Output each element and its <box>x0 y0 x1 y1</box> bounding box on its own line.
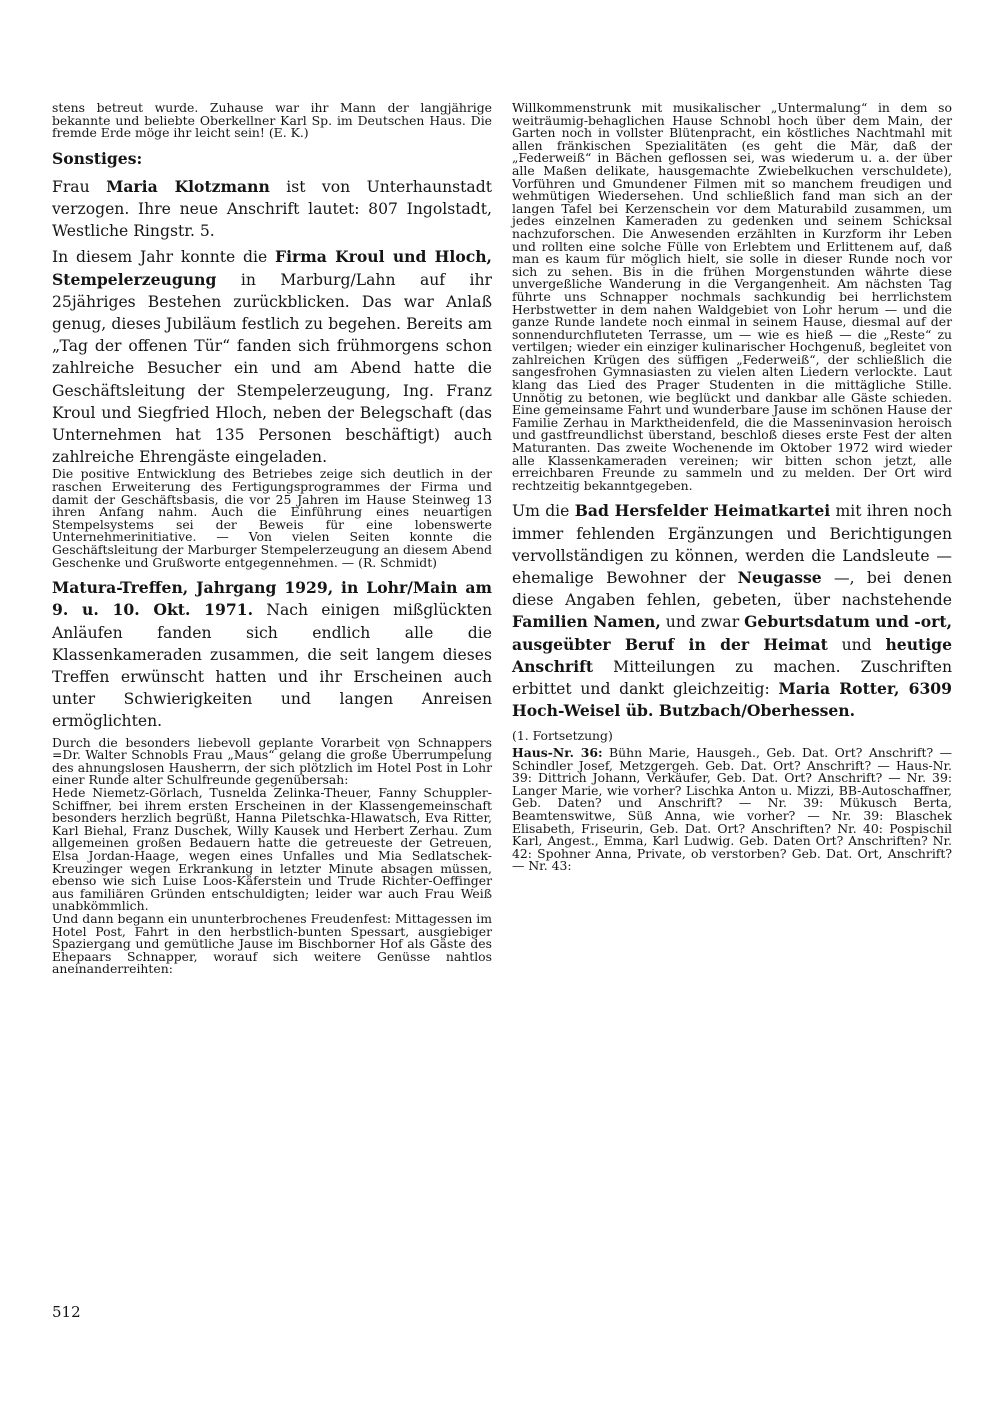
matura-treffen-title: Matura-Treffen, Jahrgang 1929, in Lohr/Main am 9. u. 10. Okt. 1971. <box>52 578 492 620</box>
section-heading-sonstiges: Sonstiges: <box>52 148 143 168</box>
heimatkartei-notice: Um die Bad Hersfelder Heimatkartei mit ihren noch immer fehlenden Ergänzungen und Berichtigungen vervollständigen zu können, werden die Landsleute — ehemalige Bewohner der Neugasse —, bei denen diese Angaben fehlen, gebeten, über nachstehende Familien Namen, und zwar Geburtsdatum und -ort, ausgeübter Beruf in der Heimat und heutige Anschrift Mitteilungen zu machen. Zuschriften erbittet und dankt gleichzeitig: Maria Rotter, 6309 Hoch-Weisel üb. Butzbach/Oberhessen. <box>512 501 952 721</box>
right-column <box>512 102 952 873</box>
matura-treffen-article: Matura-Treffen, Jahrgang 1929, in Lohr/Main am 9. u. 10. Okt. 1971. Nach einigen mißglückten Anläufen fanden sich endlich alle die Klassenkameraden zusammen, die seit langem dieses Treffen erwünscht hatten und ihr Erscheinen auch unter Schwierigkeiten und langen Anreisen ermöglichten. <box>52 578 492 731</box>
kroul-hloch-detail: Die positive Entwicklung des Betriebes zeige sich deutlich in der raschen Erweiterung des Fertigungsprogrammes der Firma und damit der Geschäftsbasis, die vor 25 Jahren im Hause Steinweg 13 ihren Anfang nahm. Auch die Einführung eines neuartigen Stempelsystems sei der Beweis für eine lobenswerte Unternehmerinitiative. — Von vielen Seiten konnte die Geschäftsleitung der Marburger Stempelerzeugung an diesem Abend Geschenke und Grußworte entgegennehmen. — (R. Schmidt) <box>52 466 492 570</box>
matura-detail-3: Und dann begann ein ununterbrochenes Freudenfest: Mittagessen im Hotel Post, Fahrt in den herbstlich-bunten Spessart, ausgiebiger Spaziergang und gemütliche Jause im Bischborner Hof als Gäste des Ehepaars Schnapper, worauf sich weitere Genüsse nahtlos aneinanderreihten: <box>52 910 492 977</box>
klotzmann-notice: Frau Maria Klotzmann ist von Unterhaunstadt verzogen. Ihre neue Anschrift lautet: 807 Ingolstadt, Westliche Ringstr. 5. <box>52 176 492 241</box>
haus-nr-list: Haus-Nr. 36: Bühn Marie, Hausgeh., Geb. Dat. Ort? Anschrift? — Schindler Josef, Metzgergeh. Geb. Dat. Ort? Anschrift? — Haus-Nr. 39: Dittrich Johann, Verkäufer, Geb. Dat. Ort? Anschrift? — Nr. 39: Langer Marie, wie vorher? Lischka Anton u. Mizzi, BB-Autoschaffner, Geb. Daten? und Anschrift? — Nr. 39: Mükusch Berta, Beamtenswitwe, Süß Anna, wie vorher? — Nr. 39: Blaschek Elisabeth, Friseurin, Geb. Dat. Ort? Anschriften? Nr. 40: Pospischil Karl, Angest., Emma, Karl Ludwig. Geb. Daten Ort? Anschriften? Nr. 42: Spohner Anna, Private, ob verstorben? Geb. Dat. Ort, Anschrift? — Nr. 43: <box>512 745 952 874</box>
name-maria-klotzmann: Maria Klotzmann <box>106 176 270 196</box>
contact-address: Maria Rotter, 6309 Hoch-Weisel üb. Butzbach/Oberhessen. <box>512 679 952 721</box>
obituary-ending: stens betreut wurde. Zuhause war ihr Mann der langjährige bekannte und beliebte Oberkellner Karl Sp. im Deutschen Haus. Die fremde Erde möge ihr leicht sein! (E. K.) <box>52 100 492 141</box>
matura-detail-2: Hede Niemetz-Görlach, Tusnelda Zelinka-Theuer, Fanny Schuppler-Schiffner, bei ihrem ersten Erscheinen in der Klassengemeinschaft besonders herzlich begrüßt, Hanna Piletschka-Hlawatsch, Eva Ritter, Karl Biehal, Franz Duschek, Willy Kausek und Herbert Zerhau. Zum allgemeinen großen Bedauern hatte die getreueste der Getreuen, Elsa Jordan-Haage, wegen eines Unfalles und Mia Sedlatschek-Kreuzinger wegen Erkrankung in letzter Minute absagen müssen, ebenso wie sich Luise Loos-Käferstein und Trude Richter-Oeffinger aus familiären Gründen entschuldigten; leider war auch Frau Weiß unabkömmlich. <box>52 784 492 914</box>
fortsetzung-label: (1. Fortsetzung) <box>512 728 613 744</box>
page-number: 512 <box>52 1303 81 1321</box>
matura-detail-1: Durch die besonders liebevoll geplante Vorarbeit von Schnappers =Dr. Walter Schnobls Frau „Maus“ gelang die große Überrumpelung des ahnungslosen Hausherrn, der sich plötzlich im Hotel Post in Lohr einer Runde alter Schulfreunde gegenübersah: <box>52 734 492 788</box>
kroul-hloch-article: In diesem Jahr konnte die Firma Kroul und Hloch, Stempelerzeugung in Marburg/Lahn auf ihr 25jähriges Bestehen zurückblicken. Das war Anlaß genug, dieses Jubiläum festlich zu begehen. Bereits am „Tag der offenen Tür“ fanden sich frühmorgens schon zahlreiche Besucher ein und am Abend hatte die Geschäftsleitung der Stempelerzeugung, Ing. Franz Kroul und Siegfried Hloch, neben der Belegschaft (das Unternehmen hat 135 Personen beschäftigt) auch zahlreiche Ehrengäste eingeladen. <box>52 247 492 467</box>
left-column <box>52 102 492 976</box>
firm-name: Firma Kroul und Hloch, Stempelerzeugung <box>52 247 492 289</box>
matura-continuation: Willkommenstrunk mit musikalischer „Untermalung“ in dem so weiträumig-behaglichen Hause Schnobl hoch über dem Main, der Garten noch in vollster Blütenpracht, ein köstliches Nachtmahl mit allen fränkischen Spezialitäten (es geht die Mär, daß der „Federweiß“ in Bächen geflossen sei, was wiederum u. a. der über alle Maßen delikate, hausgemachte Zwiebelkuchen verschuldete), Vorführen und Gmundener Filmen mit so manchem freudigen und wehmütigen Wiedersehen. Und schließlich fand man sich an der langen Tafel bei Kerzenschein vor dem Maturabild zusammen, um jedes einzelnen Kameraden zu gedenken und seinem Schicksal nachzuforschen. Die Anwesenden erzählten in Kurzform ihr Leben und rollten eine solche Fülle von Erlebtem und Erlittenem auf, daß man es kaum für möglich hielt, sie solle in dieser Runde noch vor sich zu sehen. Bis in die frühen Morgenstunden währte diese unvergeßliche Wanderung in die Vergangenheit. Am nächsten Tag führte uns Schnapper nochmals sachkundig bei herrlichstem Herbstwetter in dem nahen Waldgebiet von Lohr herum — und die ganze Runde landete noch einmal in seinem Hause, diesmal auf der sonnendurchfluteten Terrasse, um — wie es hieß — die „Reste“ zu vertilgen; wieder ein einziger kulinarischer Hochgenuß, begleitet von zahlreichen Krügen des süffigen „Federweiß“, der schließlich die sangesfrohen Gymnasiasten zu vielen alten Liedern verlockte. Laut klang das Lied des Prager Studenten in die mittägliche Stille. Unnötig zu betonen, wie beglückt und dankbar alle Gäste schieden. Eine gemeinsame Fahrt und wunderbare Jause im schönen Hause der Familie Zerhau in Marktheidenfeld, die die Masseninvasion heroisch und gastfreundlichst überstand, beschloß dieses erste Fest der alten Maturanten. Das zweite Wochenende im Oktober 1972 wird wieder alle Klassenkameraden vereinen; wir bitten schon jetzt, alle erreichbaren Freunde zu sammeln und zu melden. Der Ort wird rechtzeitig bekanntgegeben. <box>512 100 952 493</box>
